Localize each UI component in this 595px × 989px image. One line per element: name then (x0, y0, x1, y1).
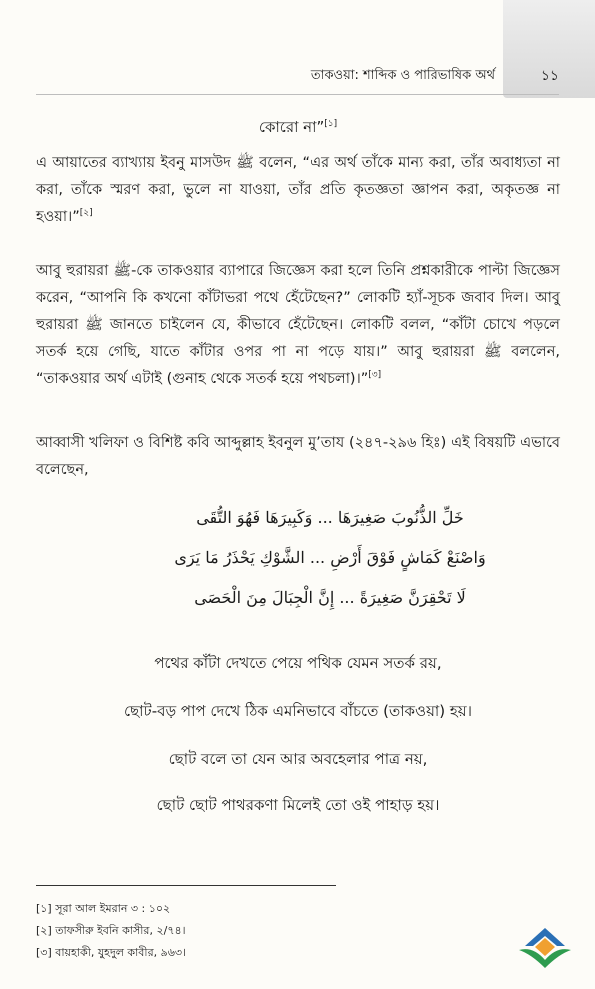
paragraph-3-text: আব্বাসী খলিফা ও বিশিষ্ট কবি আব্দুল্লাহ ইবনুল মু’তায (২৪৭-২৯৬ হিঃ) এই বিষয়টি এভাবে বলেছেন, (36, 435, 560, 478)
bangla-verse-1: পথের কাঁটা দেখতে পেয়ে পথিক যেমন সতর্ক রয়, (154, 654, 442, 672)
paragraph-2 (36, 258, 560, 393)
arabic-verse-2: وَاصْنَعْ كَمَاشٍ فَوْقَ أَرْضِ ... الشَّوْكِ يَحْذَرُ مَا يَرَى (174, 548, 486, 567)
footnote-ref-2: [২] (79, 208, 93, 219)
bangla-verse-4: ছোট ছোট পাথরকণা মিলেই তো ওই পাহাড় হয়। (156, 796, 440, 814)
arabic-verse-1: خَلِّ الذُّنُوبَ صَغِيرَهَا ... وَكَبِيرَهَا فَهُوَ التُّقَى (196, 508, 464, 527)
quote-ending (36, 116, 560, 141)
bangla-verse-2: ছোট-বড় পাপ দেখে ঠিক এমনিভাবে বাঁচতে (তাকওয়া) হয়। (124, 702, 472, 720)
header-divider (36, 94, 559, 95)
page-number: ১১ (540, 68, 559, 84)
publisher-logo-icon (515, 924, 575, 970)
footnote-ref-1: [১] (324, 119, 338, 129)
footnote-1: [১] সূরা আল ইমরান ৩ : ১০২ (36, 902, 171, 915)
footnote-3: [৩] বায়হাকী, যুহদুল কাবীর, ৯৬৩। (36, 946, 186, 959)
footnote-ref-3: [৩] (368, 370, 382, 381)
arabic-verse-3: لَا تَحْقِرَنَّ صَغِيرَةً ... إِنَّ الْجِبَالَ مِنَ الْحَصَى (194, 588, 466, 607)
running-header: তাকওয়া: শাব্দিক ও পারিভাষিক অর্থ (310, 68, 495, 83)
quote-ending-text: কোরো না” (258, 118, 325, 136)
footnote-2: [২] তাফসীরু ইবনি কাসীর, ২/৭৪। (36, 924, 186, 937)
bangla-verse-3: ছোট বলে তা যেন আর অবহেলার পাত্র নয়, (168, 750, 428, 768)
paragraph-1 (36, 150, 560, 231)
paragraph-2-text: আবু হুরায়রা ﷺ-কে তাকওয়ার ব্যাপারে জিজ্ঞেস করা হলে তিনি প্রশ্নকারীকে পাল্টা জিজ্ঞেস করেন, “আপনি কি কখনো কাঁটাভরা পথে হেঁটেছেন?” লোকটি হ্যাঁ-সূচক জবাব দিল। আবু হুরায়রা ﷺ জানতে চাইলেন যে, কীভাবে হেঁটেছেন। লোকটি বলল, “কাঁটা চোখে পড়লে সতর্ক হয়ে গেছি, যাতে কাঁটার ওপর পা না পড়ে যায়।” আবু হুরায়রা ﷺ বললেন, “তাকওয়ার অর্থ এটাই (গুনাহ থেকে সতর্ক হয়ে পথচলা)।” (36, 263, 560, 387)
paragraph-1-text: এ আয়াতের ব্যাখ্যায় ইবনু মাসউদ ﷺ বলেন, “এর অর্থ তাঁকে মান্য করা, তাঁর অবাধ্যতা না করা, তাঁকে স্মরণ করা, ভুলে না যাওয়া, তাঁর প্রতি কৃতজ্ঞতা জ্ঞাপন করা, অকৃতজ্ঞ না হওয়া।” (36, 155, 561, 225)
paragraph-3 (36, 430, 560, 484)
footnote-divider (36, 885, 336, 886)
